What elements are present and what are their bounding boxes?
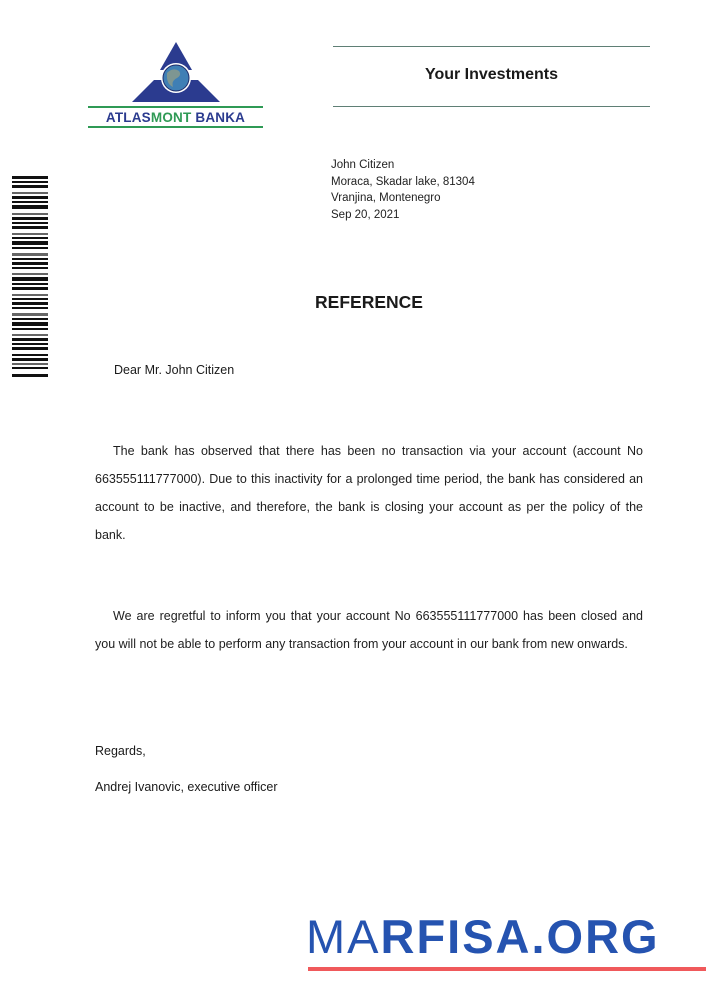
triangle-globe-icon — [130, 40, 222, 104]
header-bottom-rule — [333, 106, 650, 107]
watermark-underline — [308, 967, 706, 971]
letter-date: Sep 20, 2021 — [331, 208, 400, 221]
header-top-rule — [333, 46, 650, 47]
letter-title: REFERENCE — [315, 292, 423, 312]
bank-name: ATLASMONT BANKA — [88, 106, 263, 128]
closing: Regards, — [95, 744, 146, 758]
recipient-name: John Citizen — [331, 159, 395, 171]
address-line-1: Moraca, Skadar lake, 81304 — [331, 175, 475, 188]
recipient-address — [331, 157, 475, 223]
signature: Andrej Ivanovic, executive officer — [95, 780, 278, 794]
bank-logo — [88, 40, 263, 135]
header-title: Your Investments — [424, 66, 559, 83]
address-line-2: Vranjina, Montenegro — [331, 192, 441, 204]
salutation: Dear Mr. John Citizen — [114, 363, 235, 377]
watermark-text: MARFISA.ORG — [306, 910, 660, 963]
body-paragraph-2: We are regretful to inform you that your account No 663555111777000 has been closed and you will not be able to perform any transaction from your account in our bank from new onwards. — [95, 609, 643, 651]
barcode-icon — [12, 176, 48, 381]
body-paragraph-1: The bank has observed that there has been no transaction via your account (account No 663555111777000). Due to this inactivity for a prolonged time period, the bank has considered an account to be inactive, and therefore, the bank is closing your account as per the policy of the bank. — [95, 444, 643, 542]
